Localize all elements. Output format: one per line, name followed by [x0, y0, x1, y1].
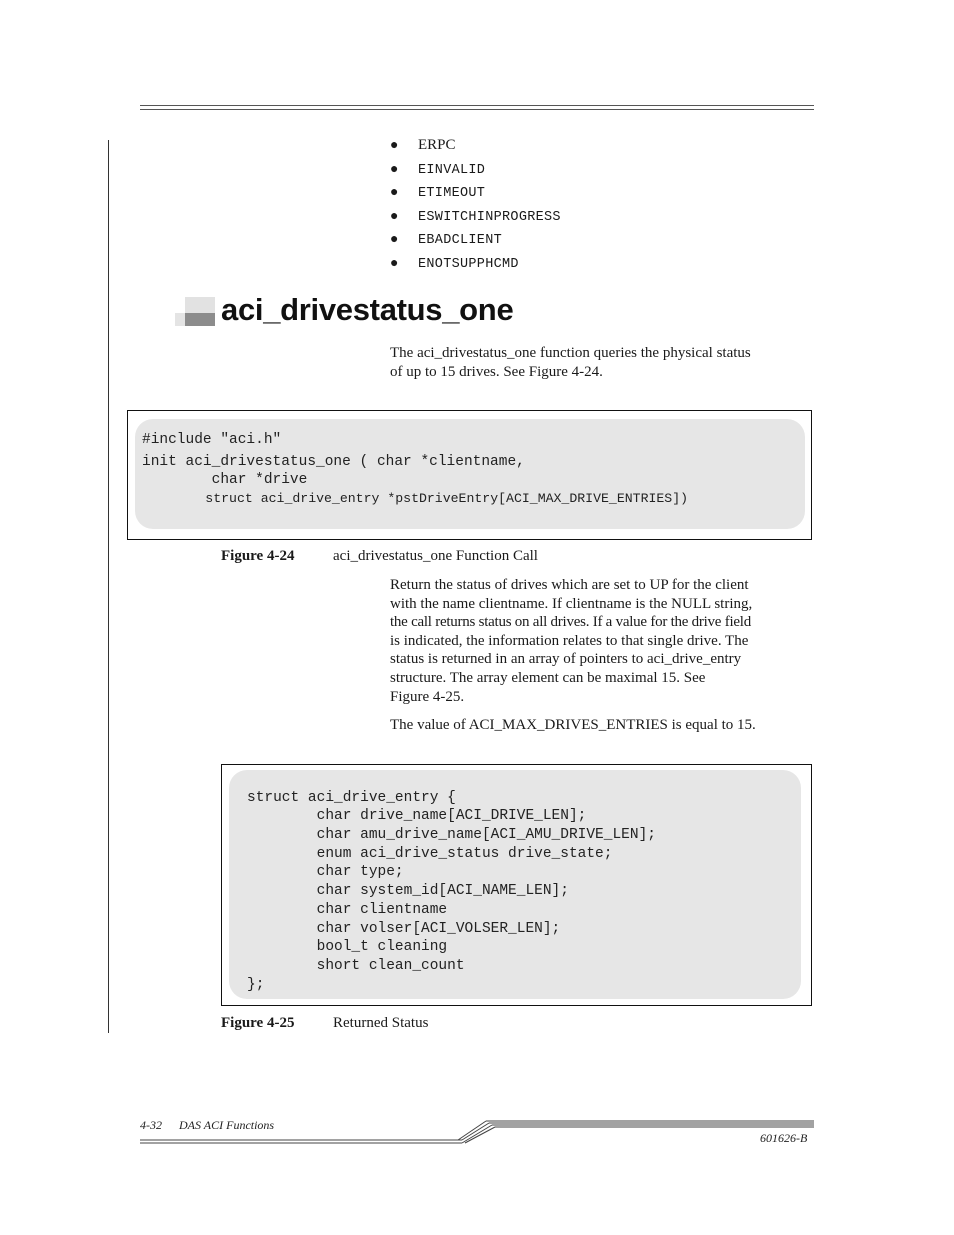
change-bar: [108, 140, 109, 1033]
figure-caption-25: [221, 1015, 294, 1032]
intro-paragraph: [390, 344, 812, 381]
error-code: EBADCLIENT: [418, 233, 503, 248]
intro-line: The aci_drivestatus_one function queries the physical status: [390, 345, 751, 361]
figure-caption-24: [221, 548, 294, 565]
description-line: structure. The array element can be maximal 15. See: [390, 669, 706, 686]
code-line: };: [247, 977, 265, 993]
description-paragraph: [390, 576, 812, 706]
figure-caption-text: Returned Status: [333, 1015, 429, 1031]
code-line: struct aci_drive_entry {: [247, 790, 456, 806]
code-line: init aci_drivestatus_one ( char *clientname,: [142, 454, 525, 470]
error-code: ETIMEOUT: [418, 186, 486, 201]
bullet-icon: ●: [390, 208, 399, 224]
bullet-icon: ●: [390, 255, 399, 271]
bullet-icon: ●: [390, 232, 399, 247]
code-line: char *drive: [142, 472, 308, 488]
code-line: char drive_name[ACI_DRIVE_LEN];: [247, 808, 587, 824]
description-line: the call returns status on all drives. If a value for the drive field: [390, 614, 751, 631]
error-code: EINVALID: [418, 162, 486, 178]
list-item: [390, 252, 561, 276]
footer-doc-id: 601626-B: [760, 1131, 808, 1145]
code-line: char system_id[ACI_NAME_LEN];: [247, 883, 569, 899]
description-line: Figure 4-25.: [390, 688, 465, 705]
figure-label: Figure 4-25: [221, 1015, 295, 1031]
intro-line: of up to 15 drives. See Figure 4-24.: [390, 363, 603, 380]
code-line: short clean_count: [247, 958, 465, 974]
list-item: [390, 205, 561, 229]
list-item: [390, 158, 561, 182]
figure-label: Figure 4-24: [221, 548, 295, 564]
error-code-list: [390, 134, 561, 275]
section-marker-icon: [175, 297, 215, 327]
footer-page-number: 4-32: [140, 1118, 162, 1132]
error-code: ENOTSUPPHCMD: [418, 256, 519, 272]
description-line: status is returned in an array of pointers to aci_drive_entry: [390, 651, 742, 668]
error-code: ESWITCHINPROGRESS: [418, 209, 561, 225]
description-line: is indicated, the information relates to that single drive. The: [390, 632, 749, 649]
figure-caption-text: aci_drivestatus_one Function Call: [333, 548, 538, 564]
code-line: enum aci_drive_status drive_state;: [247, 846, 613, 862]
error-code: ERPC: [418, 137, 456, 153]
bullet-icon: ●: [390, 138, 399, 153]
description-line: Return the status of drives which are set to UP for the client: [390, 577, 749, 593]
code-text: struct aci_drive_entry *pstDriveEntry[ACI_MAX_DRIVE_ENTRIES]): [142, 491, 689, 506]
code-line: #include "aci.h": [142, 432, 282, 448]
bullet-icon: ●: [390, 185, 399, 200]
code-line: char clientname: [247, 902, 448, 918]
code-line: char amu_drive_name[ACI_AMU_DRIVE_LEN];: [247, 827, 656, 843]
code-box-returned-status: [221, 764, 812, 1006]
note-paragraph: The value of ACI_MAX_DRIVES_ENTRIES is equal to 15.: [390, 717, 756, 733]
code-line: char type;: [247, 864, 404, 880]
bullet-icon: ●: [390, 161, 399, 177]
list-item: [390, 181, 561, 205]
list-item: [390, 228, 561, 252]
description-line: with the name clientname. If clientname is the NULL string,: [390, 595, 753, 612]
code-line: bool_t cleaning: [247, 939, 448, 955]
code-line: char volser[ACI_VOLSER_LEN];: [247, 921, 561, 937]
footer-chapter: DAS ACI Functions: [179, 1118, 275, 1132]
section-title: aci_drivestatus_one: [221, 292, 514, 327]
code-line: [142, 491, 688, 507]
list-item: [390, 134, 561, 158]
header-rule: [140, 105, 814, 110]
code-box-function-call: [127, 410, 812, 540]
